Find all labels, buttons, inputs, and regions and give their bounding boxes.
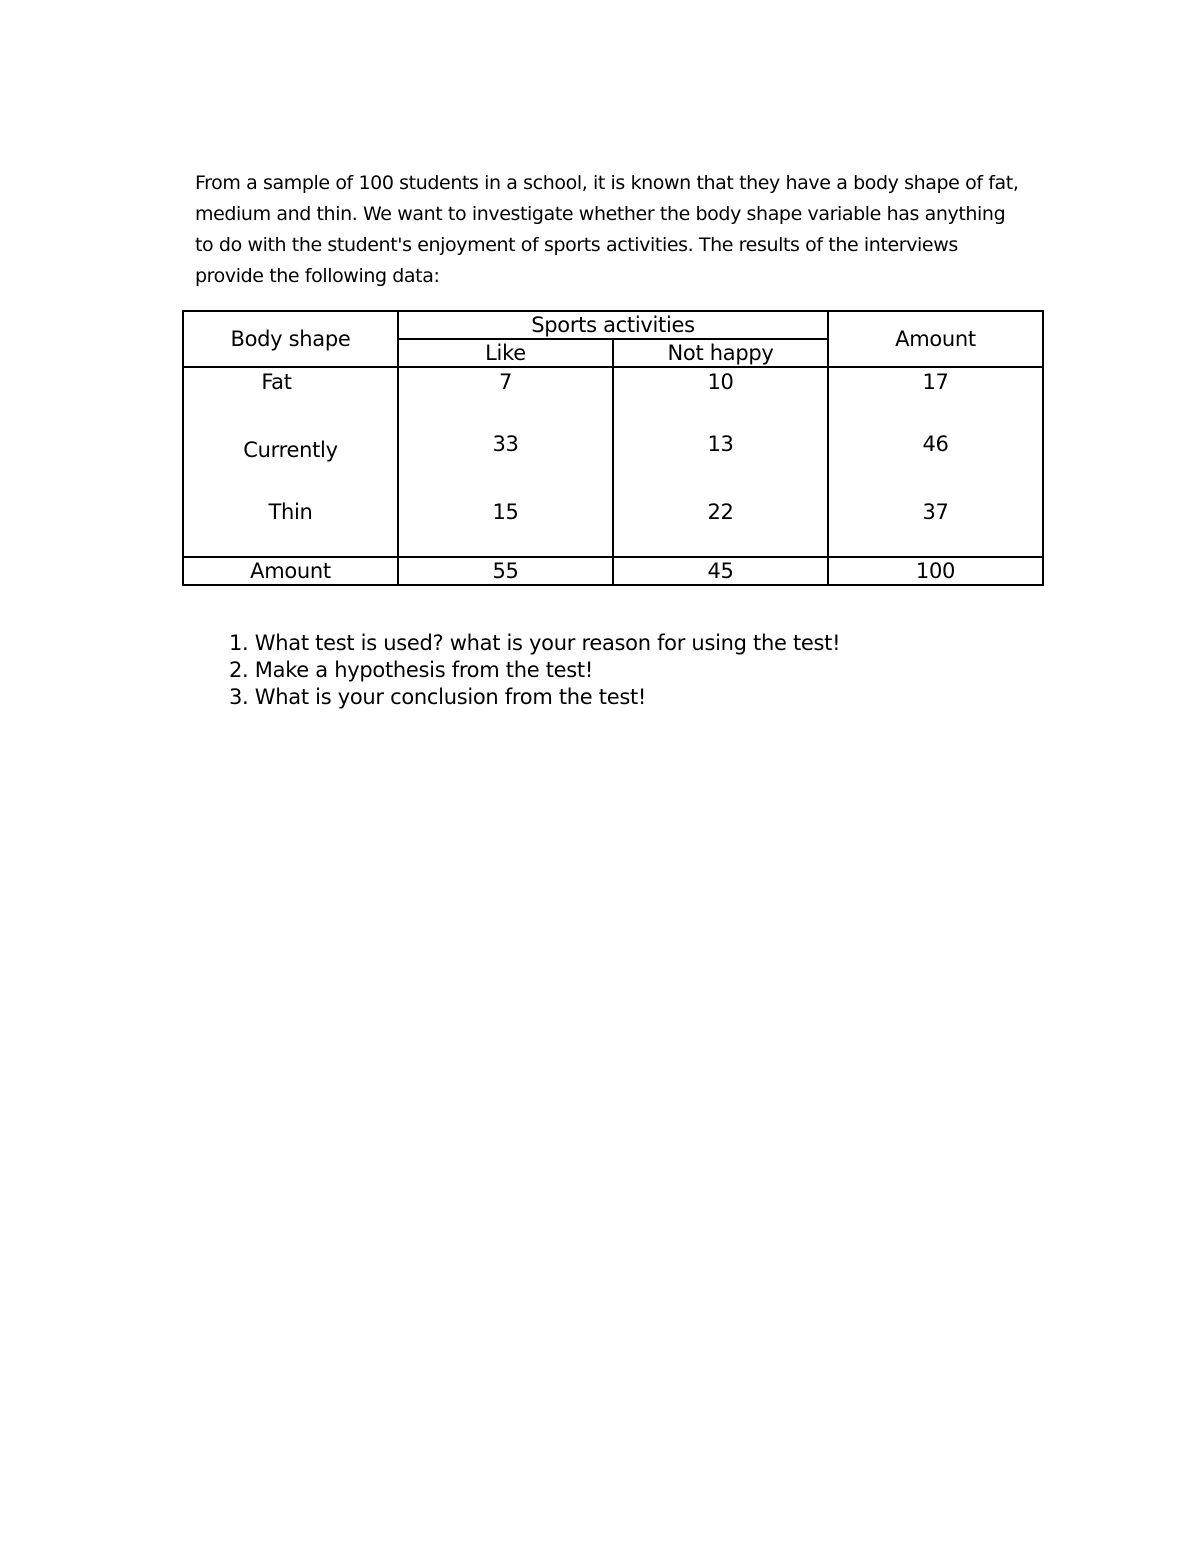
header-body-shape: Body shape (183, 311, 398, 367)
row-label: Thin (183, 500, 398, 557)
intro-line: medium and thin. We want to investigate whether the body shape variable has anything (195, 203, 1006, 225)
row-label-text: Fat (261, 370, 292, 394)
intro-paragraph (195, 168, 1025, 292)
table-total-row (183, 557, 1043, 585)
total-not-happy: 45 (613, 557, 828, 585)
cell-like: 15 (398, 500, 613, 557)
row-label: Currently (183, 432, 398, 500)
cell-like: 7 (398, 367, 613, 432)
header-amount: Amount (828, 311, 1043, 367)
intro-line: to do with the student's enjoyment of sports activities. The results of the interviews (195, 234, 958, 256)
header-like: Like (398, 339, 613, 367)
cell-not-happy: 22 (613, 500, 828, 557)
cell-like: 33 (398, 432, 613, 500)
table-row (183, 367, 1043, 432)
question-item: 1. What test is used? what is your reason for using the test! (229, 631, 841, 655)
row-label (183, 367, 398, 432)
question-list (229, 630, 840, 711)
total-like: 55 (398, 557, 613, 585)
header-sports-activities: Sports activities (398, 311, 828, 339)
cell-not-happy: 13 (613, 432, 828, 500)
cell-amount: 46 (828, 432, 1043, 500)
header-not-happy: Not happy (613, 339, 828, 367)
table-row (183, 432, 1043, 500)
intro-line: provide the following data: (195, 265, 440, 287)
contingency-table (182, 310, 1044, 586)
table-header-row (183, 311, 1043, 339)
cell-amount: 17 (828, 367, 1043, 432)
total-amount: 100 (828, 557, 1043, 585)
question-item: 3. What is your conclusion from the test! (229, 685, 647, 709)
cell-not-happy: 10 (613, 367, 828, 432)
total-label: Amount (183, 557, 398, 585)
table-row (183, 500, 1043, 557)
intro-line: From a sample of 100 students in a school, it is known that they have a body shape of fat, (195, 172, 1019, 194)
question-item: 2. Make a hypothesis from the test! (229, 658, 593, 682)
cell-amount: 37 (828, 500, 1043, 557)
